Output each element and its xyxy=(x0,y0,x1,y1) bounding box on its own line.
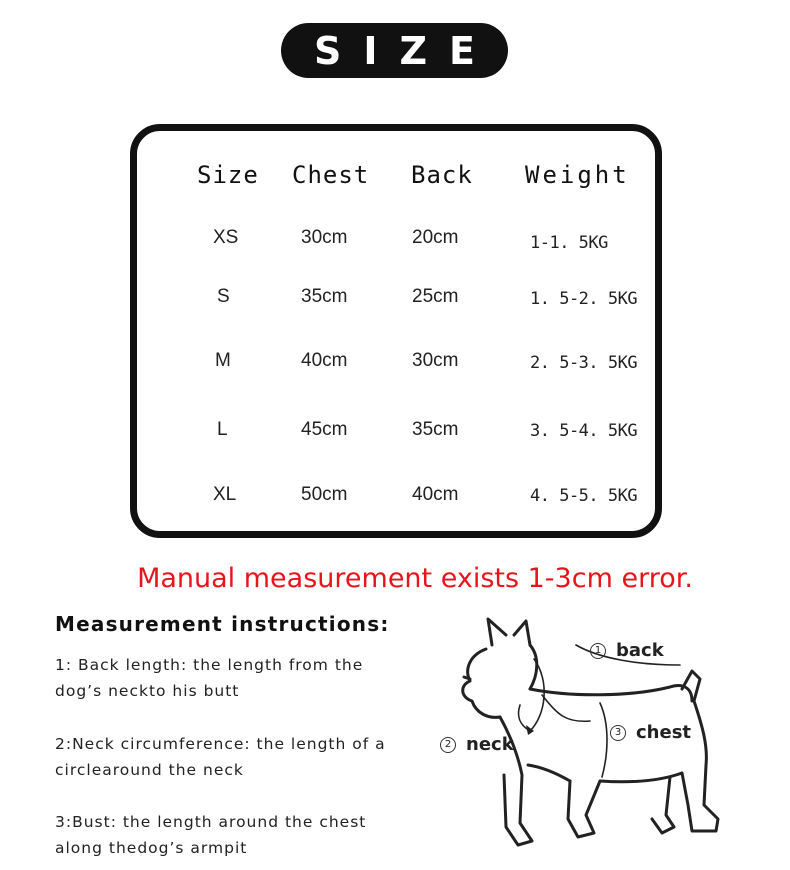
instruction-item: 2:Neck circumference: the length of a circlearound the neck xyxy=(55,735,386,779)
number-badge: 3 xyxy=(610,725,626,741)
column-header-chest: Chest xyxy=(292,161,370,189)
size-title-badge xyxy=(281,23,508,78)
table-cell-chest: 40cm xyxy=(301,350,348,371)
table-cell-back: 35cm xyxy=(412,419,459,440)
table-cell-chest: 50cm xyxy=(301,484,348,505)
table-cell-weight: 1. 5-2. 5KG xyxy=(530,289,638,309)
instruction-item: 1: Back length: the length from the dog’s neckto his butt xyxy=(55,656,364,700)
column-header-size: Size xyxy=(197,161,259,189)
column-header-back: Back xyxy=(411,161,473,189)
table-cell-back: 40cm xyxy=(412,484,459,505)
table-cell-size: M xyxy=(215,350,231,371)
column-header-weight: Weight xyxy=(525,161,630,189)
table-cell-size: XS xyxy=(213,227,239,248)
neck-label xyxy=(440,734,514,755)
table-cell-chest: 30cm xyxy=(301,227,348,248)
back-label-text: back xyxy=(616,640,664,661)
table-cell-weight: 2. 5-3. 5KG xyxy=(530,353,638,373)
table-cell-size: S xyxy=(217,286,230,307)
table-cell-chest: 35cm xyxy=(301,286,348,307)
instructions-title: Measurement instructions: xyxy=(55,612,390,636)
table-cell-weight: 1-1. 5KG xyxy=(530,233,608,253)
size-table xyxy=(130,124,662,538)
table-cell-weight: 3. 5-4. 5KG xyxy=(530,421,638,441)
number-badge: 1 xyxy=(590,643,606,659)
table-cell-size: XL xyxy=(213,484,237,505)
back-label xyxy=(590,640,664,661)
table-cell-back: 30cm xyxy=(412,350,459,371)
measurement-error-notice: Manual measurement exists 1-3cm error. xyxy=(137,563,693,594)
table-cell-weight: 4. 5-5. 5KG xyxy=(530,486,638,506)
chest-label-text: chest xyxy=(636,722,692,743)
size-title: SIZE xyxy=(313,28,498,73)
number-badge: 2 xyxy=(440,737,456,753)
table-cell-chest: 45cm xyxy=(301,419,348,440)
table-cell-back: 20cm xyxy=(412,227,459,248)
table-cell-size: L xyxy=(217,419,228,440)
instruction-item: 3:Bust: the length around the chest along thedog’s armpit xyxy=(55,813,367,857)
table-cell-back: 25cm xyxy=(412,286,459,307)
neck-label-text: neck xyxy=(466,734,514,755)
chest-label xyxy=(610,722,691,743)
